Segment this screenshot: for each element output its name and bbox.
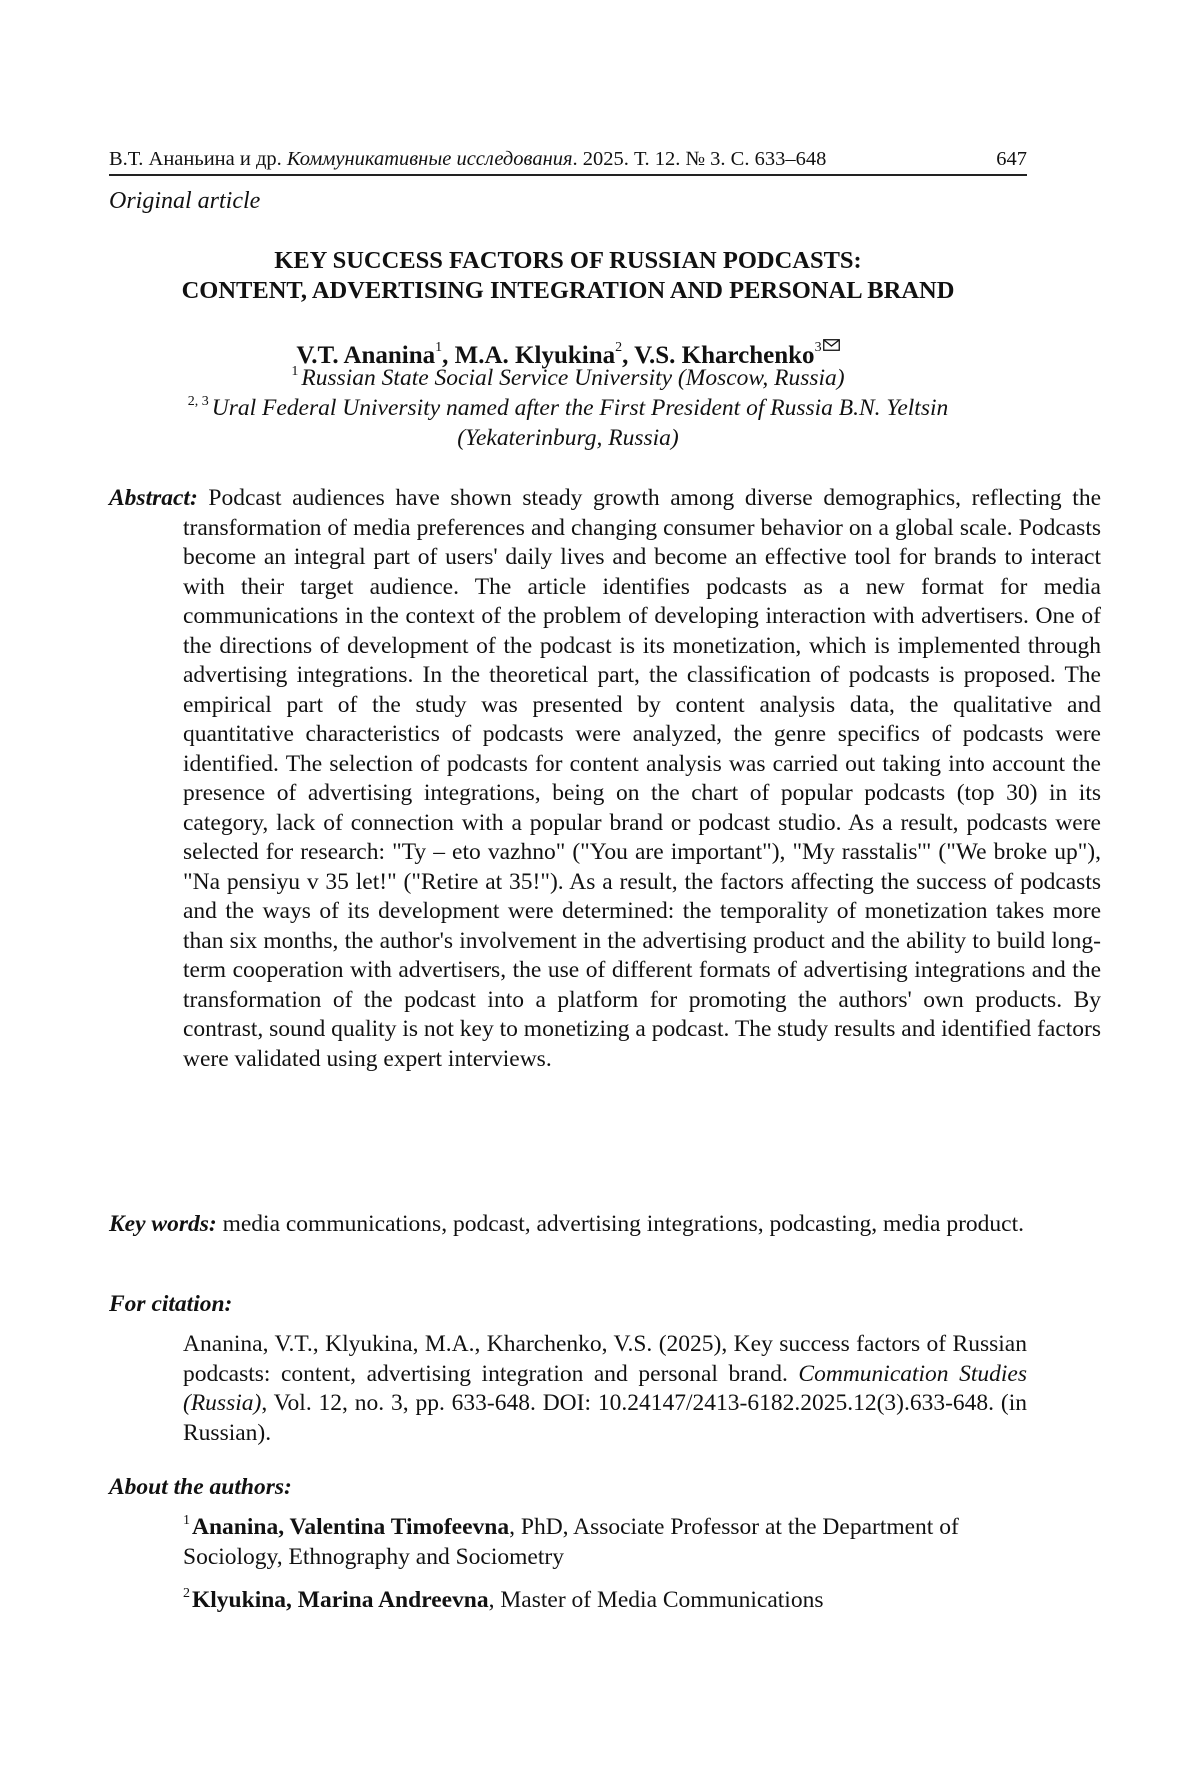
keywords <box>109 1210 1101 1240</box>
abstract-text: Podcast audiences have shown steady growth among diverse demographics, reflecting the transformation of media preferences and changing consumer behavior on a global scale. Podcasts become an integral part of users' daily lives and become an effective tool for brands to interact with their target audience. The article identifies podcasts as a new format for media communications in the context of the problem of developing interaction with advertisers. One of the directions of development of the podcast is its monetization, which is implemented through advertising integrations. In the theoretical part, the classification of podcasts is proposed. The empirical part of the study was presented by content analysis data, the qualitative and quantitative characteristics of podcasts were analyzed, the genre specifics of podcasts were identified. The selection of podcasts for content analysis was carried out taking into account the presence of advertising integrations, being on the chart of popular podcasts (top 30) in its category, lack of connection with a popular brand or podcast studio. As a result, podcasts were selected for research: "Ty – eto vazhno" ("You are important"), "My rasstalis'" ("We broke up"), "Na pensiyu v 35 let!" ("Retire at 35!"). As a result, the factors affecting the success of podcasts and the ways of its development were determined: the temporality of monetization takes more than six months, the author's involvement in the advertising product and the ability to build long-term cooperation with advertisers, the use of different formats of advertising integrations and the transformation of the podcast into a platform for promoting the authors' own products. By contrast, sound quality is not key to monetizing a podcast. The study results and identified factors were validated using expert interviews. <box>183 485 1101 1072</box>
author-bio: $^2$Klyukina, Marina Andreevna, Master of Media Communications <box>183 1586 824 1613</box>
author-bio-name: Klyukina, Marina Andreevna <box>192 1587 489 1613</box>
affiliation-2: $^{2, 3}$ Ural Federal University named after the First President of Russia B.N. Yeltsin <box>187 394 949 421</box>
running-header-citation: В.Т. Ананьина и др. Коммуникативные исследования. 2025. Т. 12. № 3. С. 633–648 <box>109 148 827 170</box>
article-type: Original article <box>109 188 261 214</box>
page-number: 647 <box>996 148 1027 170</box>
keywords-label: Key words: <box>109 1211 217 1237</box>
author-mark: 1 <box>435 340 443 355</box>
author-name: V.S. Kharchenko <box>634 342 815 369</box>
citation-heading: For citation: <box>109 1291 233 1317</box>
author-bio-name: Ananina, Valentina Timofeevna <box>192 1514 510 1540</box>
affiliations <box>109 363 1027 453</box>
title-line-2: CONTENT, ADVERTISING INTEGRATION AND PERSONAL BRAND <box>181 277 955 304</box>
author-name: V.T. Ananina <box>296 342 436 369</box>
author-list: V.T. Ananina$^1$, M.A. Klyukina$^2$, V.S. Kharchenko$^3$ <box>109 329 1027 371</box>
author-name: M.A. Klyukina <box>454 342 616 369</box>
author-mark: 3 <box>814 340 822 355</box>
about-authors-heading: About the authors: <box>109 1474 292 1500</box>
author-mark: 2 <box>615 340 623 355</box>
article-title <box>109 246 1027 306</box>
affiliation-2-location: (Yekaterinburg, Russia) <box>457 425 679 451</box>
author-bio-details: , Master of Media Communications <box>488 1587 824 1613</box>
keywords-text: media communications, podcast, advertising integrations, podcasting, media product. <box>222 1211 1024 1237</box>
affiliation-1: $^1$ Russian State Social Service University (Moscow, Russia) <box>291 364 845 391</box>
citation-text: Ananina, V.T., Klyukina, M.A., Kharchenko, V.S. (2025), Key success factors of Russian podcasts: content, advertising integration and personal brand. Communication Studies (Russia), Vol. 12, no. 3, pp. 633-648. DOI: 10.24147/2413-6182.2025.12(3).633-648. (in Russian). <box>183 1331 1027 1446</box>
envelope-icon <box>823 329 840 359</box>
title-line-1: KEY SUCCESS FACTORS OF RUSSIAN PODCASTS: <box>274 247 862 274</box>
journal-name: Коммуникативные исследования <box>286 148 573 170</box>
author-bio: $^1$Ananina, Valentina Timofeevna, PhD, Associate Professor at the Department of Sociology, Ethnography and Sociometry <box>183 1513 959 1570</box>
running-header <box>109 144 1027 176</box>
citation-journal: Communication Studies (Russia) <box>183 1360 1027 1416</box>
abstract-label: Abstract: <box>109 485 198 511</box>
author-bio-details: , PhD, Associate Professor at the Department of Sociology, Ethnography and Sociometry <box>183 1514 959 1570</box>
abstract <box>109 484 1101 1074</box>
